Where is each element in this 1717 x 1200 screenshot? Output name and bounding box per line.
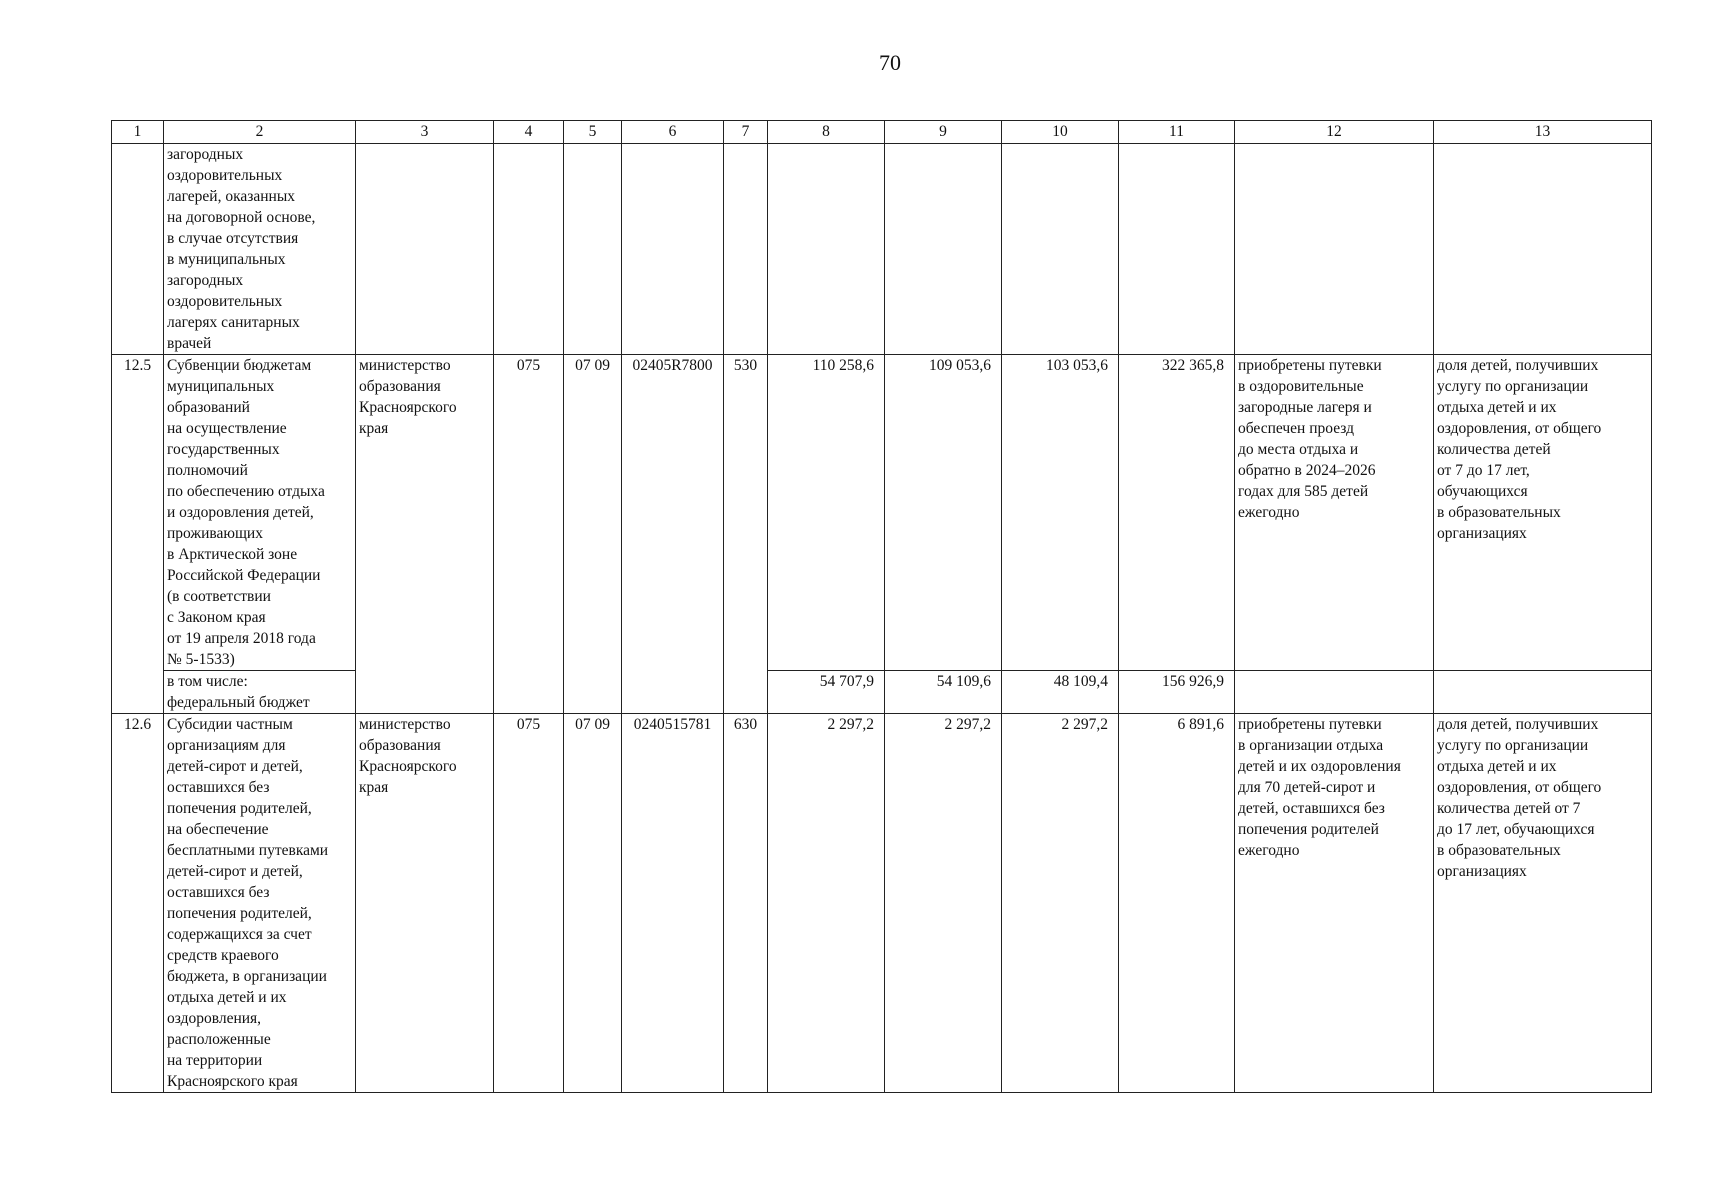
text-line: оставшихся без — [167, 779, 270, 796]
activity-name-cell — [164, 144, 356, 355]
text-line: бесплатными путевками — [167, 842, 329, 859]
text-line: лагерях санитарных — [167, 314, 300, 331]
column-number-header-row — [112, 121, 1652, 144]
text-line: попечения родителей, — [167, 800, 312, 817]
text-line: отдыха детей и их — [1437, 399, 1557, 416]
amount-total-cell — [1119, 144, 1235, 355]
text-line: Субвенции бюджетам — [167, 357, 312, 374]
text-line: количества детей — [1437, 441, 1551, 458]
text-line: с Законом края — [167, 609, 266, 626]
page-number: 70 — [879, 50, 901, 75]
header-cell: 1 — [112, 121, 164, 144]
header-cell: 5 — [564, 121, 622, 144]
activity-name-cell — [164, 671, 356, 714]
text-line: детей и их оздоровления — [1238, 758, 1401, 775]
text-line: от 7 до 17 лет, — [1437, 462, 1530, 479]
indicator-cell — [1434, 671, 1652, 714]
header-cell: 3 — [356, 121, 494, 144]
text-line: ежегодно — [1238, 842, 1300, 859]
amount-2026-cell: 103 053,6 — [1002, 355, 1119, 671]
amount-total-cell: 156 926,9 — [1119, 671, 1235, 714]
text-line: оздоровительных — [167, 167, 283, 184]
activity-name-cell — [164, 355, 356, 671]
text-line: № 5-1533) — [167, 651, 235, 668]
header-cell: 6 — [622, 121, 724, 144]
text-line: Красноярского края — [167, 1073, 298, 1090]
text-line: приобретены путевки — [1238, 357, 1382, 374]
activity-name-cell — [164, 714, 356, 1093]
table-row-12-5-federal — [112, 671, 1652, 714]
text-line: края — [359, 779, 389, 796]
text-line: в образовательных — [1437, 504, 1561, 521]
text-line: доля детей, получивших — [1437, 716, 1599, 733]
text-line: попечения родителей — [1238, 821, 1379, 838]
vr-cell: 530 — [724, 355, 768, 714]
text-line: обучающихся — [1437, 483, 1528, 500]
text-line: в образовательных — [1437, 842, 1561, 859]
text-line: проживающих — [167, 525, 263, 542]
result-cell — [1235, 355, 1434, 671]
text-line: (в соответствии — [167, 588, 271, 605]
row-number-cell — [112, 144, 164, 355]
amount-2025-cell: 109 053,6 — [885, 355, 1002, 671]
text-line: образований — [167, 399, 250, 416]
csr-cell: 02405R7800 — [622, 355, 724, 714]
text-line: годах для 585 детей — [1238, 483, 1369, 500]
indicator-cell — [1434, 355, 1652, 671]
text-line: Российской Федерации — [167, 567, 321, 584]
header-cell: 11 — [1119, 121, 1235, 144]
header-cell: 13 — [1434, 121, 1652, 144]
amount-2025-cell: 2 297,2 — [885, 714, 1002, 1093]
executor-cell — [356, 144, 494, 355]
text-line: средств краевого — [167, 947, 279, 964]
text-line: количества детей от 7 — [1437, 800, 1581, 817]
header-cell: 12 — [1235, 121, 1434, 144]
header-cell: 7 — [724, 121, 768, 144]
table-row-12-5 — [112, 355, 1652, 671]
text-line: организациях — [1437, 525, 1527, 542]
text-line: на обеспечение — [167, 821, 269, 838]
text-line: детей, оставшихся без — [1238, 800, 1385, 817]
text-line: бюджета, в организации — [167, 968, 327, 985]
rzpr-cell: 07 09 — [564, 714, 622, 1093]
header-cell: 10 — [1002, 121, 1119, 144]
amount-2026-cell: 48 109,4 — [1002, 671, 1119, 714]
indicator-cell — [1434, 714, 1652, 1093]
text-line: Субсидии частным — [167, 716, 293, 733]
text-line: и оздоровления детей, — [167, 504, 314, 521]
program-activities-table — [111, 120, 1652, 1093]
text-line: Красноярского — [359, 399, 457, 416]
row-number-cell: 12.5 — [112, 355, 164, 714]
table-row-12-6 — [112, 714, 1652, 1093]
amount-2026-cell: 2 297,2 — [1002, 714, 1119, 1093]
indicator-cell — [1434, 144, 1652, 355]
text-line: в том числе: — [167, 673, 248, 690]
header-cell: 2 — [164, 121, 356, 144]
amount-2024-cell: 2 297,2 — [768, 714, 885, 1093]
text-line: обеспечен проезд — [1238, 420, 1354, 437]
text-line: лагерей, оказанных — [167, 188, 296, 205]
text-line: оздоровительных — [167, 293, 283, 310]
text-line: загородных — [167, 146, 244, 163]
text-line: организациях — [1437, 863, 1527, 880]
text-line: до места отдыха и — [1238, 441, 1359, 458]
text-line: министерство — [359, 716, 451, 733]
text-line: оздоровления, от общего — [1437, 420, 1602, 437]
row-number-cell: 12.6 — [112, 714, 164, 1093]
result-cell — [1235, 671, 1434, 714]
amount-2025-cell — [885, 144, 1002, 355]
text-line: Красноярского — [359, 758, 457, 775]
result-cell — [1235, 144, 1434, 355]
text-line: обратно в 2024–2026 — [1238, 462, 1376, 479]
text-line: оздоровления, от общего — [1437, 779, 1602, 796]
header-cell: 4 — [494, 121, 564, 144]
header-cell: 8 — [768, 121, 885, 144]
text-line: ежегодно — [1238, 504, 1300, 521]
text-line: образования — [359, 737, 441, 754]
text-line: услугу по организации — [1437, 378, 1589, 395]
text-line: оставшихся без — [167, 884, 270, 901]
result-cell — [1235, 714, 1434, 1093]
text-line: загородных — [167, 272, 244, 289]
text-line: в оздоровительные — [1238, 378, 1364, 395]
text-line: образования — [359, 378, 441, 395]
text-line: детей-сирот и детей, — [167, 758, 303, 775]
text-line: для 70 детей-сирот и — [1238, 779, 1376, 796]
vr-cell — [724, 144, 768, 355]
text-line: врачей — [167, 335, 212, 352]
vr-cell: 630 — [724, 714, 768, 1093]
text-line: расположенные — [167, 1031, 271, 1048]
grbs-cell: 075 — [494, 714, 564, 1093]
grbs-cell — [494, 144, 564, 355]
csr-cell — [622, 144, 724, 355]
executor-cell — [356, 714, 494, 1093]
amount-2024-cell: 110 258,6 — [768, 355, 885, 671]
text-line: в муниципальных — [167, 251, 286, 268]
executor-cell — [356, 355, 494, 714]
amount-total-cell: 6 891,6 — [1119, 714, 1235, 1093]
text-line: в Арктической зоне — [167, 546, 298, 563]
text-line: доля детей, получивших — [1437, 357, 1599, 374]
text-line: по обеспечению отдыха — [167, 483, 325, 500]
text-line: на осуществление — [167, 420, 287, 437]
text-line: в организации отдыха — [1238, 737, 1384, 754]
text-line: загородные лагеря и — [1238, 399, 1372, 416]
csr-cell: 0240515781 — [622, 714, 724, 1093]
text-line: отдыха детей и их — [167, 989, 287, 1006]
text-line: детей-сирот и детей, — [167, 863, 303, 880]
text-line: содержащихся за счет — [167, 926, 312, 943]
amount-total-cell: 322 365,8 — [1119, 355, 1235, 671]
amount-2025-cell: 54 109,6 — [885, 671, 1002, 714]
text-line: на территории — [167, 1052, 263, 1069]
table-row-continuation — [112, 144, 1652, 355]
text-line: до 17 лет, обучающихся — [1437, 821, 1595, 838]
text-line: полномочий — [167, 462, 248, 479]
rzpr-cell — [564, 144, 622, 355]
amount-2024-cell — [768, 144, 885, 355]
text-line: попечения родителей, — [167, 905, 312, 922]
text-line: оздоровления, — [167, 1010, 262, 1027]
amount-2024-cell: 54 707,9 — [768, 671, 885, 714]
text-line: отдыха детей и их — [1437, 758, 1557, 775]
text-line: на договорной основе, — [167, 209, 316, 226]
text-line: федеральный бюджет — [167, 694, 310, 711]
rzpr-cell: 07 09 — [564, 355, 622, 714]
text-line: министерство — [359, 357, 451, 374]
text-line: в случае отсутствия — [167, 230, 299, 247]
amount-2026-cell — [1002, 144, 1119, 355]
text-line: от 19 апреля 2018 года — [167, 630, 316, 647]
text-line: края — [359, 420, 389, 437]
text-line: государственных — [167, 441, 280, 458]
text-line: приобретены путевки — [1238, 716, 1382, 733]
text-line: услугу по организации — [1437, 737, 1589, 754]
text-line: муниципальных — [167, 378, 275, 395]
text-line: организациям для — [167, 737, 286, 754]
header-cell: 9 — [885, 121, 1002, 144]
grbs-cell: 075 — [494, 355, 564, 714]
